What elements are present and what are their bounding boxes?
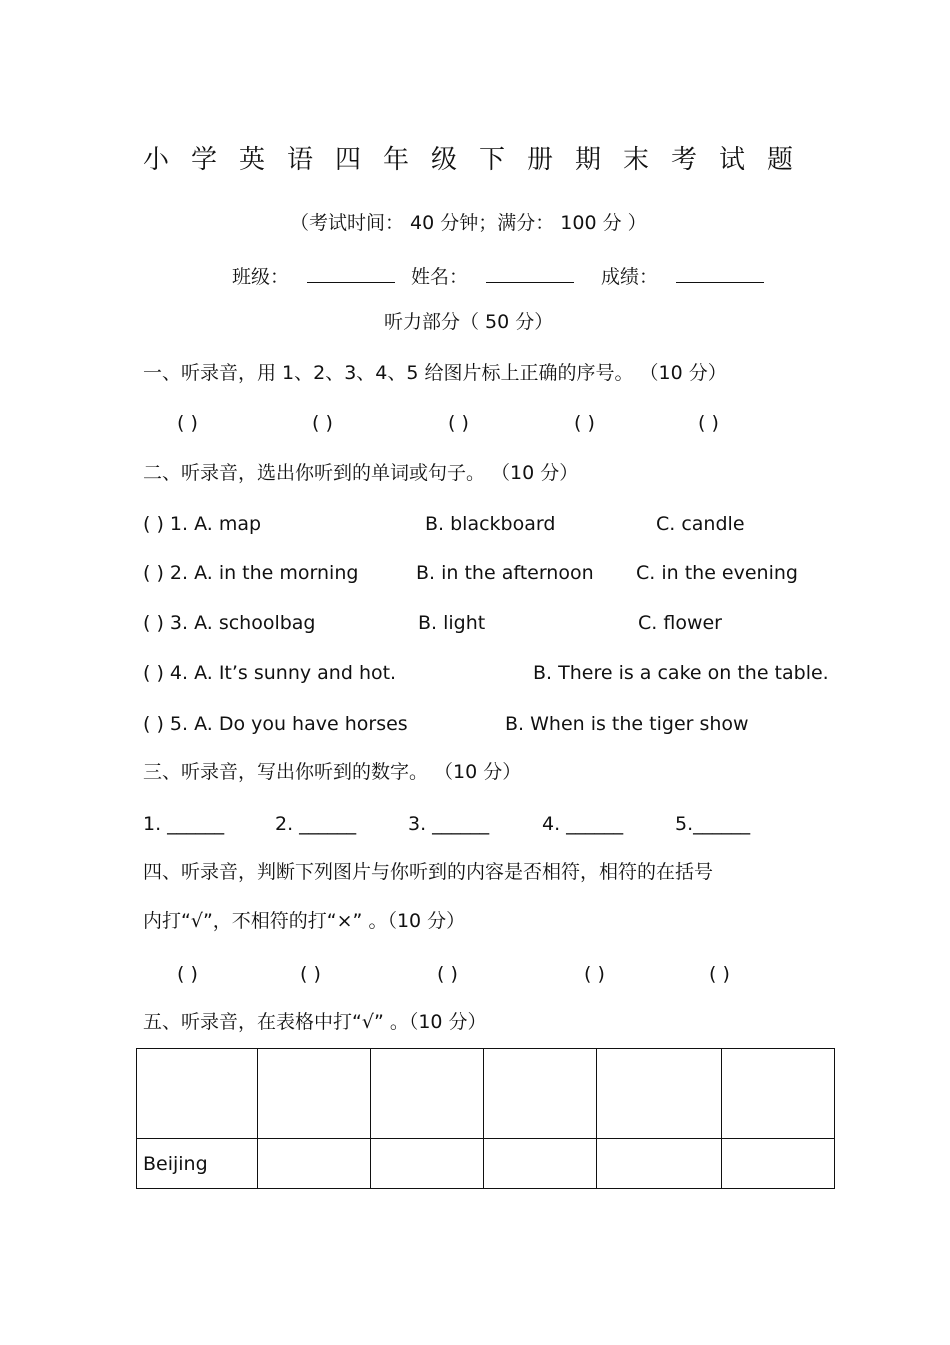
field-name	[411, 264, 574, 287]
listening-header: 听力部分（ 50 分）	[384, 311, 554, 333]
table-cell[interactable]	[722, 1139, 835, 1189]
question-3-option-b: B. light	[418, 612, 486, 634]
table-cell[interactable]	[258, 1049, 371, 1139]
table-cell[interactable]	[597, 1049, 722, 1139]
number-blank: 1. ______	[143, 813, 225, 835]
table-cell[interactable]	[484, 1049, 597, 1139]
question-1: ( ) 1. A. map	[143, 513, 262, 535]
question-2-option-b: B. in the afternoon	[416, 562, 594, 584]
question-3-option-c: C. flower	[638, 612, 722, 634]
section1-paren: ( )	[574, 412, 595, 434]
section2-heading: 二、听录音，选出你听到的单词或句子。 （10 分）	[143, 462, 579, 484]
exam-info: （考试时间： 40 分钟；满分： 100 分 ）	[290, 212, 647, 234]
question-2-option-c: C. in the evening	[636, 562, 798, 584]
question-1-option-c: C. candle	[656, 513, 745, 535]
table-cell[interactable]	[371, 1139, 484, 1189]
section4-paren: ( )	[437, 963, 458, 985]
name-blank[interactable]	[486, 264, 574, 283]
section4-paren: ( )	[584, 963, 605, 985]
number-blank: 4. ______	[542, 813, 624, 835]
class-blank[interactable]	[307, 264, 395, 283]
section1-paren: ( )	[698, 412, 719, 434]
section4-paren: ( )	[177, 963, 198, 985]
section1-paren: ( )	[312, 412, 333, 434]
field-name-label: 姓名：	[411, 266, 469, 288]
table-cell[interactable]	[484, 1139, 597, 1189]
row-label-beijing: Beijing	[137, 1139, 258, 1189]
section4-heading: 四、听录音，判断下列图片与你听到的内容是否相符，相符的在括号	[143, 861, 714, 883]
number-blank: 2. ______	[275, 813, 357, 835]
section1-paren: ( )	[177, 412, 198, 434]
table-cell[interactable]	[597, 1139, 722, 1189]
question-1-option-b: B. blackboard	[425, 513, 556, 535]
table-cell[interactable]	[722, 1049, 835, 1139]
table-cell[interactable]	[258, 1139, 371, 1189]
question-5-option-b: B. When is the tiger show	[505, 713, 749, 735]
number-blank: 5.______	[675, 813, 751, 835]
field-class-label: 班级：	[232, 266, 290, 288]
score-blank[interactable]	[676, 264, 764, 283]
question-2: ( ) 2. A. in the morning	[143, 562, 359, 584]
section5-heading: 五、听录音，在表格中打“√” 。（10 分）	[143, 1011, 487, 1033]
section4-paren: ( )	[709, 963, 730, 985]
question-5: ( ) 5. A. Do you have horses	[143, 713, 408, 735]
section4-heading-cont: 内打“√”，不相符的打“×” 。（10 分）	[143, 910, 466, 932]
page-title: 小学英语四年级下册期末考试题	[143, 145, 816, 175]
field-class	[232, 264, 395, 287]
answer-table	[136, 1048, 835, 1189]
section1-paren: ( )	[448, 412, 469, 434]
section1-heading: 一、听录音，用 1、2、3、4、5 给图片标上正确的序号。 （10 分）	[143, 362, 727, 384]
number-blank: 3. ______	[408, 813, 490, 835]
question-4: ( ) 4. A. It’s sunny and hot.	[143, 662, 397, 684]
table-row	[137, 1139, 835, 1189]
table-cell[interactable]	[137, 1049, 258, 1139]
table-row	[137, 1049, 835, 1139]
section4-paren: ( )	[300, 963, 321, 985]
question-4-option-b: B. There is a cake on the table.	[533, 662, 829, 684]
field-score	[601, 264, 764, 287]
question-3: ( ) 3. A. schoolbag	[143, 612, 316, 634]
table-cell[interactable]	[371, 1049, 484, 1139]
section3-heading: 三、听录音，写出你听到的数字。 （10 分）	[143, 761, 522, 783]
field-score-label: 成绩：	[601, 266, 659, 288]
